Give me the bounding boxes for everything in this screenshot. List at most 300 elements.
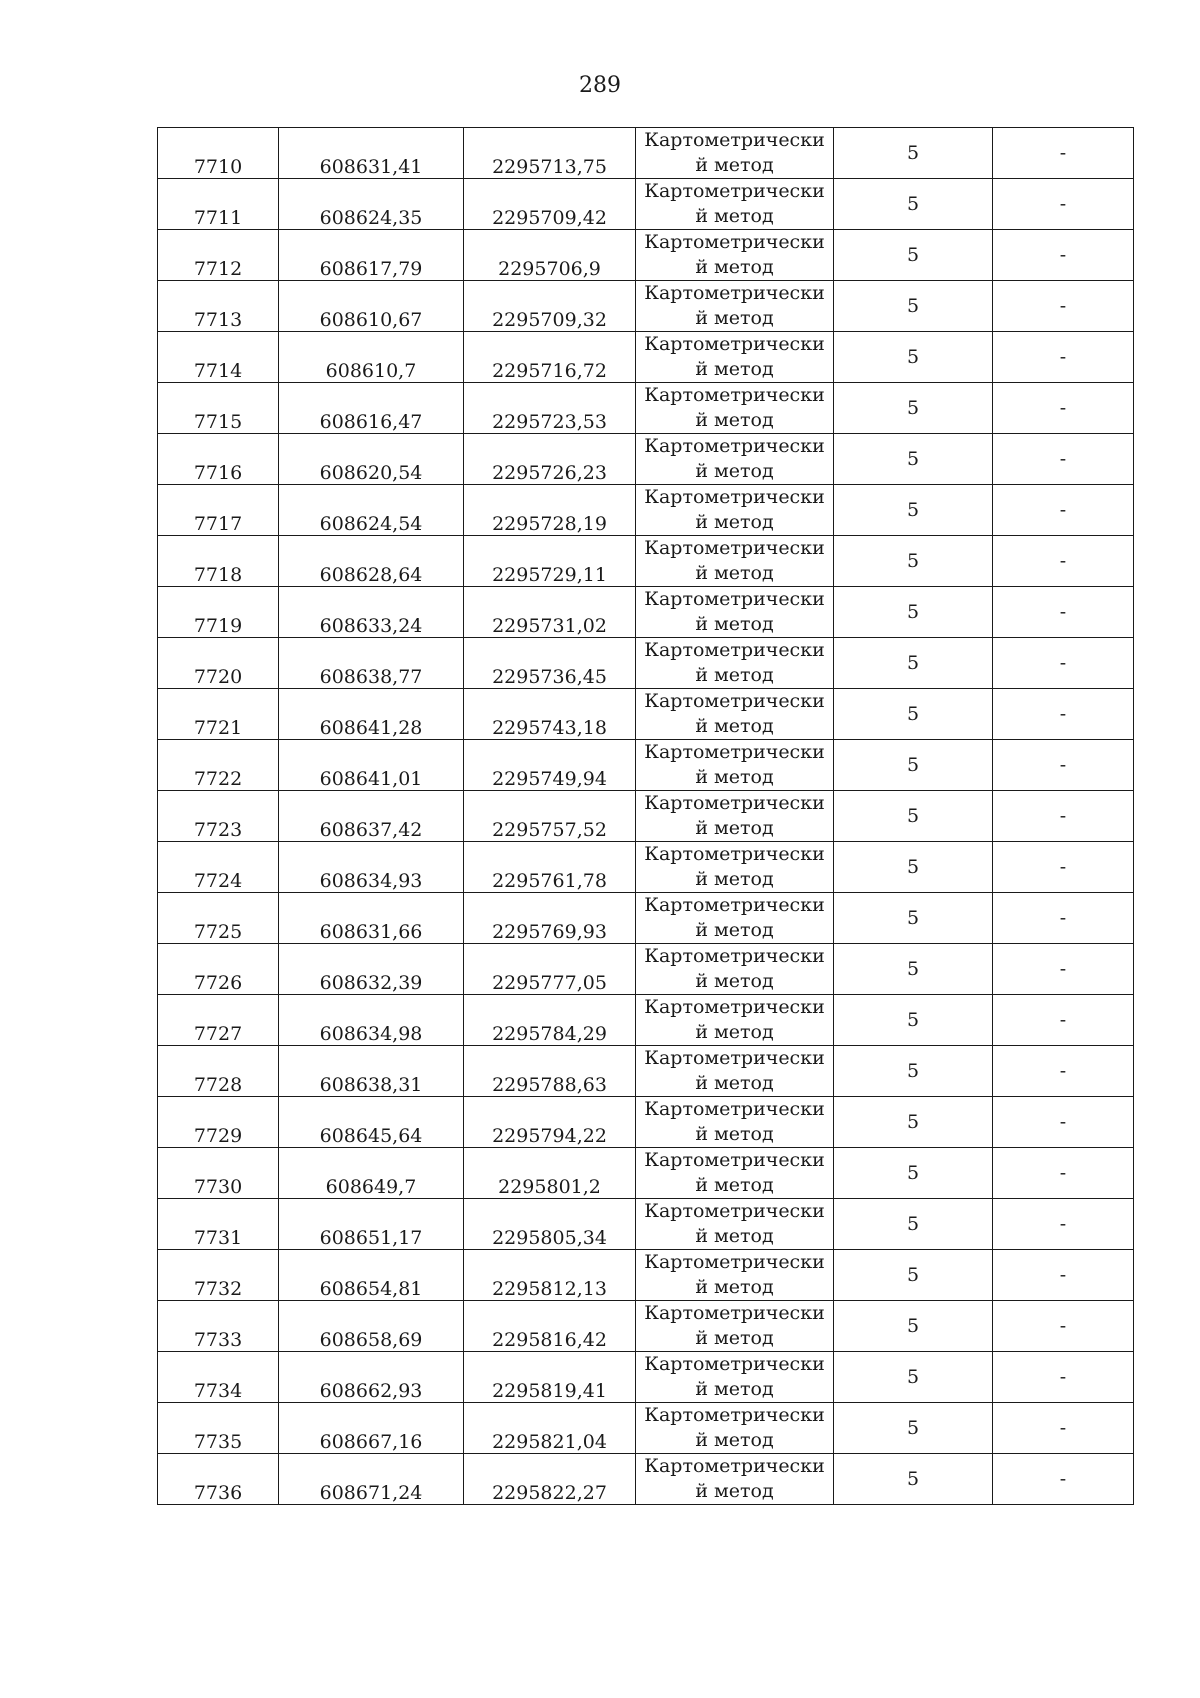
accuracy-text: 5 bbox=[906, 244, 920, 266]
accuracy-text: 5 bbox=[906, 1213, 920, 1235]
point-number-cell bbox=[158, 332, 279, 383]
description-text: - bbox=[1059, 1417, 1067, 1439]
y-coordinate-cell bbox=[464, 791, 636, 842]
x-coordinate-text: 608634,98 bbox=[319, 1023, 423, 1045]
description-text: - bbox=[1059, 805, 1067, 827]
method-cell bbox=[636, 485, 834, 536]
description-cell bbox=[993, 281, 1134, 332]
x-coordinate-text: 608620,54 bbox=[319, 462, 423, 484]
x-coordinate-cell bbox=[279, 128, 464, 179]
accuracy-cell bbox=[834, 995, 993, 1046]
method-text: Картометрически й метод bbox=[644, 180, 825, 227]
x-coordinate-text: 608658,69 bbox=[319, 1329, 423, 1351]
description-text: - bbox=[1059, 448, 1067, 470]
x-coordinate-text: 608632,39 bbox=[319, 972, 423, 994]
method-text: Картометрически й метод bbox=[644, 1047, 825, 1094]
y-coordinate-text: 2295788,63 bbox=[492, 1074, 607, 1096]
method-cell bbox=[636, 1403, 834, 1454]
x-coordinate-text: 608631,41 bbox=[319, 156, 423, 178]
y-coordinate-cell bbox=[464, 485, 636, 536]
point-number-text: 7722 bbox=[193, 768, 243, 790]
accuracy-text: 5 bbox=[906, 1060, 920, 1082]
y-coordinate-text: 2295761,78 bbox=[492, 870, 607, 892]
point-number-text: 7716 bbox=[193, 462, 243, 484]
table-row bbox=[158, 536, 1134, 587]
x-coordinate-cell bbox=[279, 230, 464, 281]
x-coordinate-cell bbox=[279, 1454, 464, 1505]
method-cell bbox=[636, 740, 834, 791]
table-row bbox=[158, 842, 1134, 893]
y-coordinate-text: 2295749,94 bbox=[492, 768, 607, 790]
accuracy-text: 5 bbox=[906, 703, 920, 725]
y-coordinate-text: 2295726,23 bbox=[492, 462, 607, 484]
x-coordinate-cell bbox=[279, 1301, 464, 1352]
accuracy-cell bbox=[834, 638, 993, 689]
accuracy-text: 5 bbox=[906, 601, 920, 623]
x-coordinate-text: 608651,17 bbox=[319, 1227, 423, 1249]
method-text: Картометрически й метод bbox=[644, 129, 825, 176]
description-text: - bbox=[1059, 1060, 1067, 1082]
point-number-cell bbox=[158, 842, 279, 893]
table-row bbox=[158, 587, 1134, 638]
description-cell bbox=[993, 1097, 1134, 1148]
method-text: Картометрически й метод bbox=[644, 1098, 825, 1145]
x-coordinate-cell bbox=[279, 638, 464, 689]
point-number-text: 7736 bbox=[193, 1482, 243, 1504]
description-cell bbox=[993, 230, 1134, 281]
description-text: - bbox=[1059, 907, 1067, 929]
method-text: Картометрически й метод bbox=[644, 333, 825, 380]
y-coordinate-text: 2295723,53 bbox=[492, 411, 607, 433]
method-cell bbox=[636, 1148, 834, 1199]
description-cell bbox=[993, 1454, 1134, 1505]
description-cell bbox=[993, 1403, 1134, 1454]
point-number-cell bbox=[158, 179, 279, 230]
method-text: Картометрически й метод bbox=[644, 1149, 825, 1196]
description-text: - bbox=[1059, 703, 1067, 725]
point-number-text: 7730 bbox=[193, 1176, 243, 1198]
table-row bbox=[158, 944, 1134, 995]
description-text: - bbox=[1059, 856, 1067, 878]
description-cell bbox=[993, 536, 1134, 587]
method-cell bbox=[636, 1454, 834, 1505]
description-text: - bbox=[1059, 958, 1067, 980]
x-coordinate-text: 608638,31 bbox=[319, 1074, 423, 1096]
description-cell bbox=[993, 383, 1134, 434]
x-coordinate-cell bbox=[279, 689, 464, 740]
x-coordinate-text: 608610,7 bbox=[325, 360, 417, 382]
accuracy-text: 5 bbox=[906, 907, 920, 929]
y-coordinate-cell bbox=[464, 638, 636, 689]
accuracy-text: 5 bbox=[906, 754, 920, 776]
x-coordinate-cell bbox=[279, 1352, 464, 1403]
point-number-cell bbox=[158, 995, 279, 1046]
y-coordinate-cell bbox=[464, 1046, 636, 1097]
point-number-text: 7714 bbox=[193, 360, 243, 382]
point-number-text: 7723 bbox=[193, 819, 243, 841]
description-text: - bbox=[1059, 1264, 1067, 1286]
table-row bbox=[158, 1403, 1134, 1454]
accuracy-cell bbox=[834, 536, 993, 587]
description-cell bbox=[993, 1199, 1134, 1250]
y-coordinate-text: 2295709,42 bbox=[492, 207, 607, 229]
y-coordinate-cell bbox=[464, 1250, 636, 1301]
point-number-text: 7718 bbox=[193, 564, 243, 586]
point-number-cell bbox=[158, 944, 279, 995]
description-cell bbox=[993, 1250, 1134, 1301]
accuracy-cell bbox=[834, 281, 993, 332]
x-coordinate-text: 608667,16 bbox=[319, 1431, 423, 1453]
table-row bbox=[158, 1454, 1134, 1505]
method-cell bbox=[636, 995, 834, 1046]
point-number-cell bbox=[158, 689, 279, 740]
point-number-cell bbox=[158, 128, 279, 179]
x-coordinate-cell bbox=[279, 893, 464, 944]
y-coordinate-cell bbox=[464, 1199, 636, 1250]
x-coordinate-cell bbox=[279, 944, 464, 995]
accuracy-cell bbox=[834, 893, 993, 944]
description-text: - bbox=[1059, 193, 1067, 215]
y-coordinate-text: 2295769,93 bbox=[492, 921, 607, 943]
method-cell bbox=[636, 281, 834, 332]
x-coordinate-text: 608610,67 bbox=[319, 309, 423, 331]
x-coordinate-cell bbox=[279, 383, 464, 434]
x-coordinate-cell bbox=[279, 1250, 464, 1301]
x-coordinate-cell bbox=[279, 1199, 464, 1250]
x-coordinate-text: 608641,01 bbox=[319, 768, 423, 790]
accuracy-text: 5 bbox=[906, 1417, 920, 1439]
y-coordinate-cell bbox=[464, 842, 636, 893]
x-coordinate-text: 608638,77 bbox=[319, 666, 423, 688]
x-coordinate-text: 608654,81 bbox=[319, 1278, 423, 1300]
description-cell bbox=[993, 944, 1134, 995]
method-text: Картометрически й метод bbox=[644, 792, 825, 839]
x-coordinate-text: 608624,54 bbox=[319, 513, 423, 535]
y-coordinate-cell bbox=[464, 944, 636, 995]
table-row bbox=[158, 281, 1134, 332]
method-text: Картометрически й метод bbox=[644, 537, 825, 584]
point-number-text: 7720 bbox=[193, 666, 243, 688]
table-row bbox=[158, 1097, 1134, 1148]
accuracy-text: 5 bbox=[906, 1009, 920, 1031]
description-cell bbox=[993, 689, 1134, 740]
x-coordinate-cell bbox=[279, 1097, 464, 1148]
x-coordinate-cell bbox=[279, 434, 464, 485]
x-coordinate-cell bbox=[279, 1403, 464, 1454]
method-cell bbox=[636, 332, 834, 383]
y-coordinate-cell bbox=[464, 1454, 636, 1505]
point-number-text: 7727 bbox=[193, 1023, 243, 1045]
x-coordinate-text: 608616,47 bbox=[319, 411, 423, 433]
description-text: - bbox=[1059, 1162, 1067, 1184]
point-number-cell bbox=[158, 281, 279, 332]
table-row bbox=[158, 1199, 1134, 1250]
description-cell bbox=[993, 1148, 1134, 1199]
y-coordinate-text: 2295736,45 bbox=[492, 666, 607, 688]
description-text: - bbox=[1059, 142, 1067, 164]
x-coordinate-cell bbox=[279, 1046, 464, 1097]
y-coordinate-cell bbox=[464, 1097, 636, 1148]
y-coordinate-text: 2295794,22 bbox=[492, 1125, 607, 1147]
method-cell bbox=[636, 1097, 834, 1148]
description-text: - bbox=[1059, 295, 1067, 317]
description-cell bbox=[993, 638, 1134, 689]
method-text: Картометрически й метод bbox=[644, 1353, 825, 1400]
y-coordinate-cell bbox=[464, 689, 636, 740]
accuracy-cell bbox=[834, 179, 993, 230]
accuracy-text: 5 bbox=[906, 805, 920, 827]
point-number-text: 7713 bbox=[193, 309, 243, 331]
point-number-text: 7711 bbox=[193, 207, 243, 229]
x-coordinate-text: 608634,93 bbox=[319, 870, 423, 892]
y-coordinate-text: 2295784,29 bbox=[492, 1023, 607, 1045]
point-number-text: 7733 bbox=[193, 1329, 243, 1351]
method-cell bbox=[636, 638, 834, 689]
accuracy-cell bbox=[834, 587, 993, 638]
table-row bbox=[158, 1148, 1134, 1199]
y-coordinate-text: 2295819,41 bbox=[492, 1380, 607, 1402]
accuracy-text: 5 bbox=[906, 1162, 920, 1184]
method-cell bbox=[636, 128, 834, 179]
description-text: - bbox=[1059, 1213, 1067, 1235]
accuracy-text: 5 bbox=[906, 1315, 920, 1337]
point-number-cell bbox=[158, 1250, 279, 1301]
description-cell bbox=[993, 995, 1134, 1046]
description-cell bbox=[993, 893, 1134, 944]
y-coordinate-text: 2295805,34 bbox=[492, 1227, 607, 1249]
y-coordinate-cell bbox=[464, 1301, 636, 1352]
accuracy-cell bbox=[834, 1250, 993, 1301]
description-text: - bbox=[1059, 1111, 1067, 1133]
table-row bbox=[158, 128, 1134, 179]
point-number-text: 7731 bbox=[193, 1227, 243, 1249]
point-number-cell bbox=[158, 791, 279, 842]
point-number-text: 7726 bbox=[193, 972, 243, 994]
table-row bbox=[158, 1046, 1134, 1097]
accuracy-cell bbox=[834, 383, 993, 434]
x-coordinate-cell bbox=[279, 179, 464, 230]
accuracy-text: 5 bbox=[906, 1264, 920, 1286]
accuracy-cell bbox=[834, 1352, 993, 1403]
accuracy-text: 5 bbox=[906, 142, 920, 164]
y-coordinate-cell bbox=[464, 1403, 636, 1454]
method-cell bbox=[636, 944, 834, 995]
method-cell bbox=[636, 893, 834, 944]
accuracy-text: 5 bbox=[906, 856, 920, 878]
description-text: - bbox=[1059, 244, 1067, 266]
description-cell bbox=[993, 740, 1134, 791]
point-number-text: 7712 bbox=[193, 258, 243, 280]
accuracy-text: 5 bbox=[906, 1468, 920, 1490]
point-number-cell bbox=[158, 1097, 279, 1148]
y-coordinate-text: 2295706,9 bbox=[498, 258, 601, 280]
y-coordinate-cell bbox=[464, 536, 636, 587]
point-number-cell bbox=[158, 383, 279, 434]
x-coordinate-text: 608671,24 bbox=[319, 1482, 423, 1504]
y-coordinate-text: 2295757,52 bbox=[492, 819, 607, 841]
y-coordinate-text: 2295728,19 bbox=[492, 513, 607, 535]
y-coordinate-cell bbox=[464, 383, 636, 434]
point-number-text: 7729 bbox=[193, 1125, 243, 1147]
x-coordinate-cell bbox=[279, 791, 464, 842]
accuracy-cell bbox=[834, 1097, 993, 1148]
y-coordinate-text: 2295816,42 bbox=[492, 1329, 607, 1351]
method-text: Картометрически й метод bbox=[644, 996, 825, 1043]
accuracy-text: 5 bbox=[906, 499, 920, 521]
x-coordinate-text: 608637,42 bbox=[319, 819, 423, 841]
point-number-text: 7719 bbox=[193, 615, 243, 637]
accuracy-cell bbox=[834, 740, 993, 791]
point-number-text: 7732 bbox=[193, 1278, 243, 1300]
method-cell bbox=[636, 1301, 834, 1352]
table-row bbox=[158, 638, 1134, 689]
method-cell bbox=[636, 842, 834, 893]
point-number-cell bbox=[158, 740, 279, 791]
accuracy-cell bbox=[834, 842, 993, 893]
point-number-text: 7724 bbox=[193, 870, 243, 892]
y-coordinate-text: 2295709,32 bbox=[492, 309, 607, 331]
point-number-text: 7735 bbox=[193, 1431, 243, 1453]
method-cell bbox=[636, 1046, 834, 1097]
description-text: - bbox=[1059, 1315, 1067, 1337]
description-cell bbox=[993, 791, 1134, 842]
x-coordinate-cell bbox=[279, 587, 464, 638]
table-row bbox=[158, 434, 1134, 485]
y-coordinate-cell bbox=[464, 1148, 636, 1199]
method-cell bbox=[636, 1352, 834, 1403]
y-coordinate-cell bbox=[464, 230, 636, 281]
point-number-cell bbox=[158, 1352, 279, 1403]
method-text: Картометрически й метод bbox=[644, 231, 825, 278]
accuracy-cell bbox=[834, 1403, 993, 1454]
description-cell bbox=[993, 332, 1134, 383]
description-text: - bbox=[1059, 1468, 1067, 1490]
x-coordinate-cell bbox=[279, 485, 464, 536]
table-row bbox=[158, 332, 1134, 383]
description-cell bbox=[993, 128, 1134, 179]
y-coordinate-text: 2295822,27 bbox=[492, 1482, 607, 1504]
x-coordinate-cell bbox=[279, 332, 464, 383]
description-cell bbox=[993, 1301, 1134, 1352]
point-number-text: 7717 bbox=[193, 513, 243, 535]
method-cell bbox=[636, 1199, 834, 1250]
table-row bbox=[158, 740, 1134, 791]
accuracy-cell bbox=[834, 1301, 993, 1352]
description-text: - bbox=[1059, 550, 1067, 572]
description-cell bbox=[993, 1352, 1134, 1403]
x-coordinate-text: 608662,93 bbox=[319, 1380, 423, 1402]
y-coordinate-cell bbox=[464, 740, 636, 791]
table-row bbox=[158, 1250, 1134, 1301]
description-cell bbox=[993, 434, 1134, 485]
accuracy-cell bbox=[834, 1148, 993, 1199]
description-text: - bbox=[1059, 499, 1067, 521]
accuracy-text: 5 bbox=[906, 295, 920, 317]
y-coordinate-cell bbox=[464, 995, 636, 1046]
table-row bbox=[158, 179, 1134, 230]
point-number-text: 7725 bbox=[193, 921, 243, 943]
method-text: Картометрически й метод bbox=[644, 486, 825, 533]
description-text: - bbox=[1059, 346, 1067, 368]
accuracy-text: 5 bbox=[906, 958, 920, 980]
x-coordinate-cell bbox=[279, 740, 464, 791]
y-coordinate-cell bbox=[464, 1352, 636, 1403]
x-coordinate-cell bbox=[279, 281, 464, 332]
description-text: - bbox=[1059, 754, 1067, 776]
method-cell bbox=[636, 230, 834, 281]
method-text: Картометрически й метод bbox=[644, 588, 825, 635]
method-text: Картометрически й метод bbox=[644, 1455, 825, 1502]
accuracy-text: 5 bbox=[906, 448, 920, 470]
method-text: Картометрически й метод bbox=[644, 1251, 825, 1298]
method-cell bbox=[636, 689, 834, 740]
description-cell bbox=[993, 1046, 1134, 1097]
accuracy-cell bbox=[834, 1199, 993, 1250]
y-coordinate-text: 2295812,13 bbox=[492, 1278, 607, 1300]
table-row bbox=[158, 995, 1134, 1046]
point-number-cell bbox=[158, 893, 279, 944]
y-coordinate-cell bbox=[464, 179, 636, 230]
point-number-cell bbox=[158, 434, 279, 485]
accuracy-cell bbox=[834, 434, 993, 485]
y-coordinate-text: 2295731,02 bbox=[492, 615, 607, 637]
method-text: Картометрически й метод bbox=[644, 945, 825, 992]
y-coordinate-text: 2295716,72 bbox=[492, 360, 607, 382]
method-text: Картометрически й метод bbox=[644, 1302, 825, 1349]
table-row bbox=[158, 791, 1134, 842]
description-text: - bbox=[1059, 601, 1067, 623]
accuracy-text: 5 bbox=[906, 397, 920, 419]
description-cell bbox=[993, 587, 1134, 638]
method-text: Картометрически й метод bbox=[644, 639, 825, 686]
point-number-cell bbox=[158, 1148, 279, 1199]
accuracy-cell bbox=[834, 1454, 993, 1505]
accuracy-cell bbox=[834, 332, 993, 383]
y-coordinate-text: 2295777,05 bbox=[492, 972, 607, 994]
description-cell bbox=[993, 179, 1134, 230]
table-body bbox=[158, 128, 1134, 1505]
accuracy-cell bbox=[834, 230, 993, 281]
y-coordinate-cell bbox=[464, 281, 636, 332]
point-number-cell bbox=[158, 1403, 279, 1454]
accuracy-cell bbox=[834, 1046, 993, 1097]
table-row bbox=[158, 689, 1134, 740]
y-coordinate-text: 2295729,11 bbox=[492, 564, 607, 586]
table-row bbox=[158, 230, 1134, 281]
x-coordinate-text: 608641,28 bbox=[319, 717, 423, 739]
accuracy-cell bbox=[834, 689, 993, 740]
table-row bbox=[158, 1352, 1134, 1403]
point-number-cell bbox=[158, 230, 279, 281]
method-text: Картометрически й метод bbox=[644, 690, 825, 737]
point-number-text: 7721 bbox=[193, 717, 243, 739]
method-text: Картометрически й метод bbox=[644, 384, 825, 431]
x-coordinate-text: 608633,24 bbox=[319, 615, 423, 637]
y-coordinate-text: 2295821,04 bbox=[492, 1431, 607, 1453]
point-number-text: 7734 bbox=[193, 1380, 243, 1402]
point-number-text: 7710 bbox=[193, 156, 243, 178]
y-coordinate-cell bbox=[464, 587, 636, 638]
y-coordinate-cell bbox=[464, 332, 636, 383]
y-coordinate-cell bbox=[464, 128, 636, 179]
x-coordinate-cell bbox=[279, 995, 464, 1046]
x-coordinate-text: 608645,64 bbox=[319, 1125, 423, 1147]
description-text: - bbox=[1059, 1009, 1067, 1031]
x-coordinate-cell bbox=[279, 842, 464, 893]
accuracy-text: 5 bbox=[906, 193, 920, 215]
description-text: - bbox=[1059, 1366, 1067, 1388]
method-cell bbox=[636, 536, 834, 587]
